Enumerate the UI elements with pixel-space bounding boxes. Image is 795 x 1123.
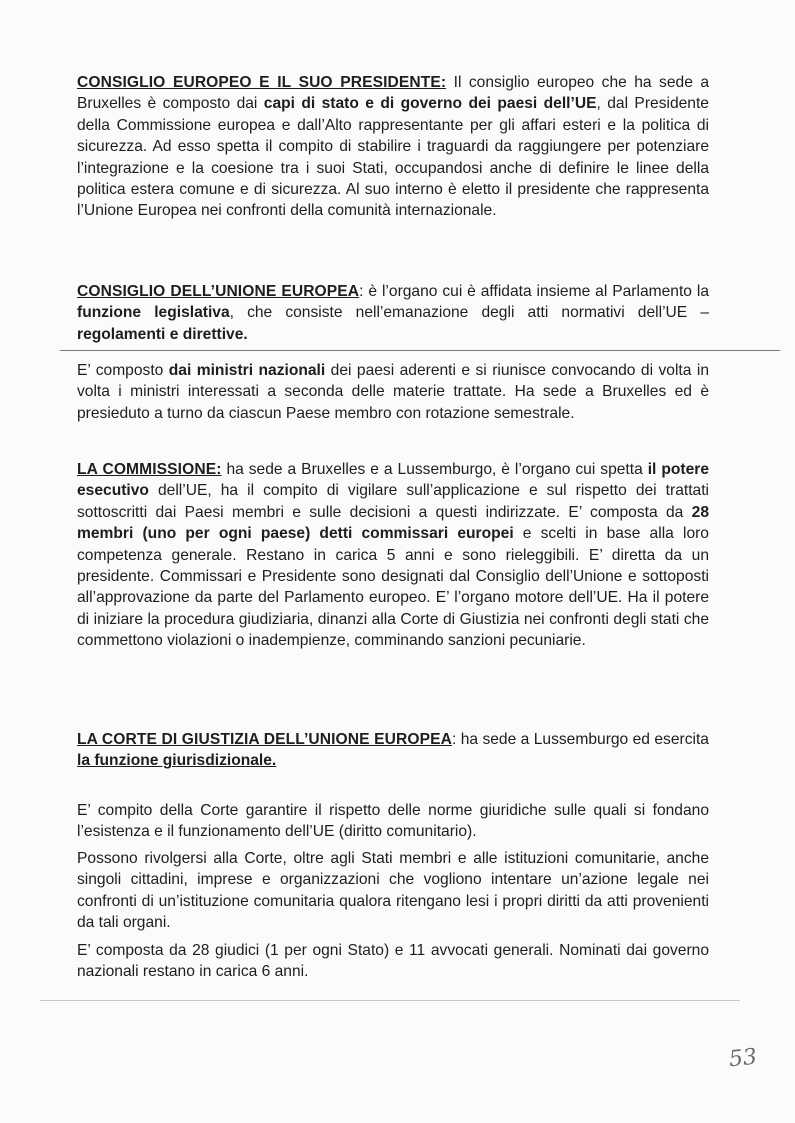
section-consiglio-europeo: CONSIGLIO EUROPEO E IL SUO PRESIDENTE: Il consiglio europeo che ha sede a Bruxelles è composto dai capi di stato e di governo dei paesi dell’UE, dal Presidente della Commissione europea e dall’Alto rappresentante per gli affari esteri e la politica di sicurezza. Ad esso spetta il compito di stabilire i traguardi da raggiungere per potenziare l’integrazione e la coesione tra i suoi Stati, occupandosi anche di definire le linee della politica estera comune e di sicurezza. Al suo interno è eletto il presidente che rappresenta l’Unione Europea nei confronti della comunità internazionale. <box>77 74 709 220</box>
paragraph-corte-compito: E’ compito della Corte garantire il rispetto delle norme giuridiche sulle quali si fondano l’esistenza e il funzionamento dell’UE (diritto comunitario). <box>77 802 709 841</box>
heading-corte: LA CORTE DI GIUSTIZIA DELL’UNIONE EUROPEA <box>77 731 452 748</box>
heading-commissione: LA COMMISSIONE: <box>77 461 222 478</box>
paragraph-corte-ricorsi: Possono rivolgersi alla Corte, oltre agli Stati membri e alle istituzioni comunitarie, anche singoli cittadini, imprese e organizzazioni che vogliono intentare un’azione legale nei confronti di un’istituzione comunitaria qualora ritengano lesi i propri diritti da atti provenienti da tali organi. <box>77 850 709 932</box>
section-consiglio-unione: CONSIGLIO DELL’UNIONE EUROPEA: è l’organo cui è affidata insieme al Parlamento la funzione legislativa, che consiste nell’emanazione degli atti normativi dell’UE – regolamenti e direttive. <box>77 283 709 343</box>
section-commissione: LA COMMISSIONE: ha sede a Bruxelles e a Lussemburgo, è l’organo cui spetta il potere esecutivo dell’UE, ha il compito di vigilare sull’applicazione e sul rispetto dei trattati sottoscritti dai Paesi membri e sulle decisioni a questi indirizzate. E’ composta da 28 membri (uno per ogni paese) detti commissari europei e scelti in base alla loro competenza generale. Restano in carica 5 anni e sono rieleggibili. E’ diretta da un presidente. Commissari e Presidente sono designati dal Consiglio dell’Unione e sottoposti all’approvazione da parte del Parlamento europeo. E’ l’organo motore dell’UE. Ha il potere di iniziare la procedura giudiziaria, dinanzi alla Corte di Giustizia nei confronti degli stati che commettono violazioni o inadempienze, comminando sanzioni pecuniarie. <box>77 461 710 650</box>
paragraph-corte-composizione: E’ composta da 28 giudici (1 per ogni Stato) e 11 avvocati generali. Nominati dai governo nazionali restano in carica 6 anni. <box>77 942 709 981</box>
separator-line <box>60 350 780 351</box>
footer-faint-line <box>40 1000 740 1001</box>
page-number: 53 <box>727 1044 759 1073</box>
section-corte: LA CORTE DI GIUSTIZIA DELL’UNIONE EUROPEA: ha sede a Lussemburgo ed esercita la funzione giurisdizionale. <box>77 731 709 770</box>
paragraph-composizione-consiglio: E’ composto dai ministri nazionali dei paesi aderenti e si riunisce convocando di volta in volta i ministri interessati a seconda delle materie trattate. Ha sede a Bruxelles ed è presieduto a turno da ciascun Paese membro con rotazione semestrale. <box>77 362 709 422</box>
heading-consiglio-unione: CONSIGLIO DELL’UNIONE EUROPEA <box>77 283 360 300</box>
heading-consiglio-europeo: CONSIGLIO EUROPEO E IL SUO PRESIDENTE: <box>77 74 447 91</box>
